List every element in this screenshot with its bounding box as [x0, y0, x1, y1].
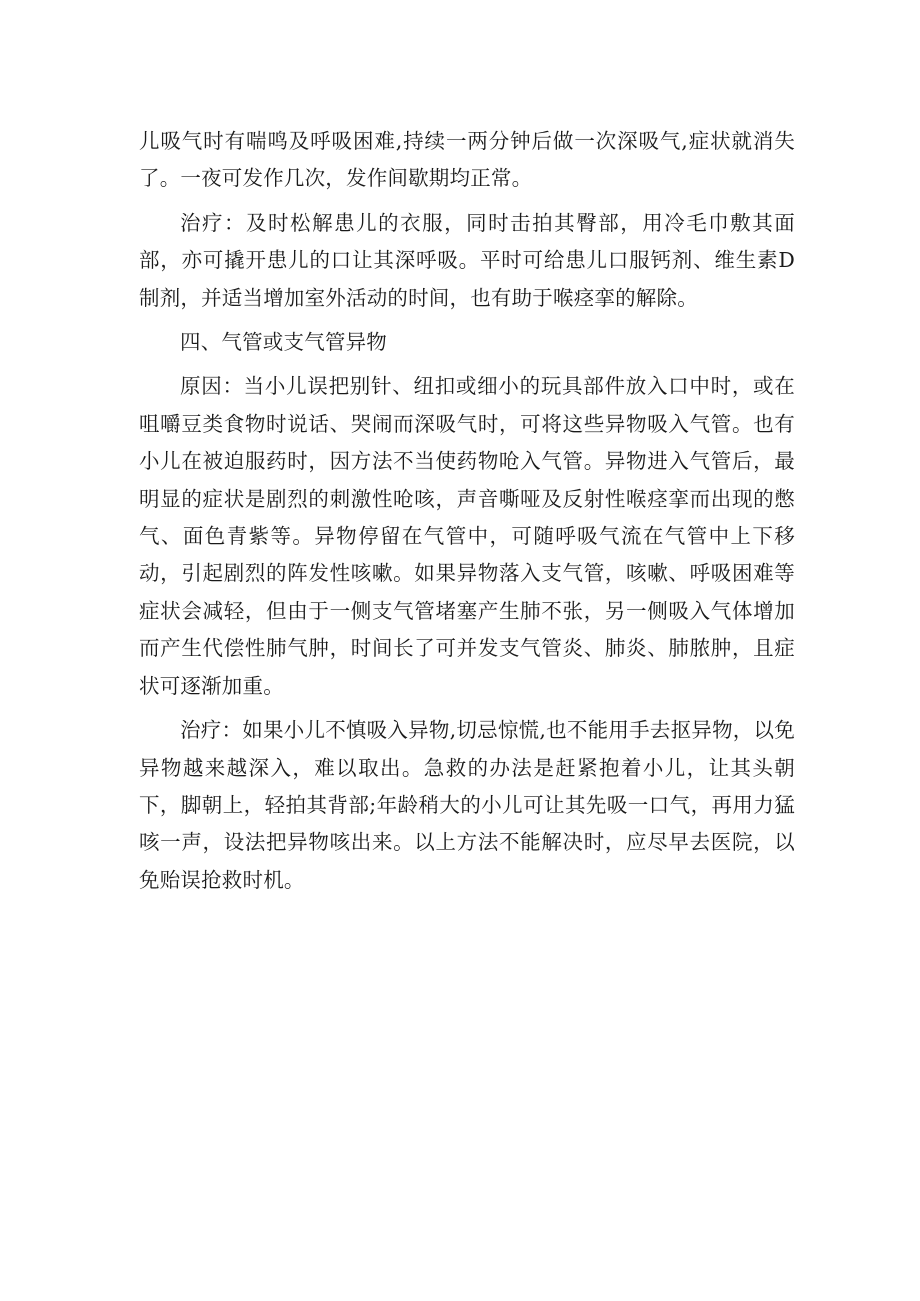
paragraph-laryngospasm-treatment: 治疗：及时松解患儿的衣服，同时击拍其臀部，用冷毛巾敷其面部，亦可撬开患儿的口让其深呼吸。平时可给患儿口服钙剂、维生素D制剂，并适当增加室外活动的时间，也有助于喉痉挛的解除。: [139, 210, 795, 310]
paragraph-foreign-body-cause: 原因：当小儿误把别针、纽扣或细小的玩具部件放入口中时，或在咀嚼豆类食物时说话、哭闹而深吸气时，可将这些异物吸入气管。也有小儿在被迫服药时，因方法不当使药物呛入气管。异物进入气管后，最明显的症状是剧烈的刺激性呛咳，声音嘶哑及反射性喉痉挛而出现的憋气、面色青紫等。异物停留在气管中，可随呼吸气流在气管中上下移动，引起剧烈的阵发性咳嗽。如果异物落入支气管，咳嗽、呼吸困难等症状会减轻，但由于一侧支气管堵塞产生肺不张，另一侧吸入气体增加而产生代偿性肺气肿，时间长了可并发支气管炎、肺炎、肺脓肿，且症状可逐渐加重。: [139, 374, 795, 698]
paragraph-laryngospasm-symptoms: 儿吸气时有喘鸣及呼吸困难,持续一两分钟后做一次深吸气,症状就消失了。一夜可发作几次，发作间歇期均正常。: [139, 129, 795, 191]
section-heading-foreign-body: 四、气管或支气管异物: [180, 330, 387, 355]
paragraph-foreign-body-treatment: 治疗：如果小儿不慎吸入异物,切忌惊慌,也不能用手去抠异物，以免异物越来越深入，难以取出。急救的办法是赶紧抱着小儿，让其头朝下，脚朝上，轻拍其背部;年龄稍大的小儿可让其先吸一口气，再用力猛咳一声，设法把异物咳出来。以上方法不能解决时，应尽早去医院，以免贻误抢救时机。: [139, 718, 795, 892]
document-body: [139, 123, 795, 899]
